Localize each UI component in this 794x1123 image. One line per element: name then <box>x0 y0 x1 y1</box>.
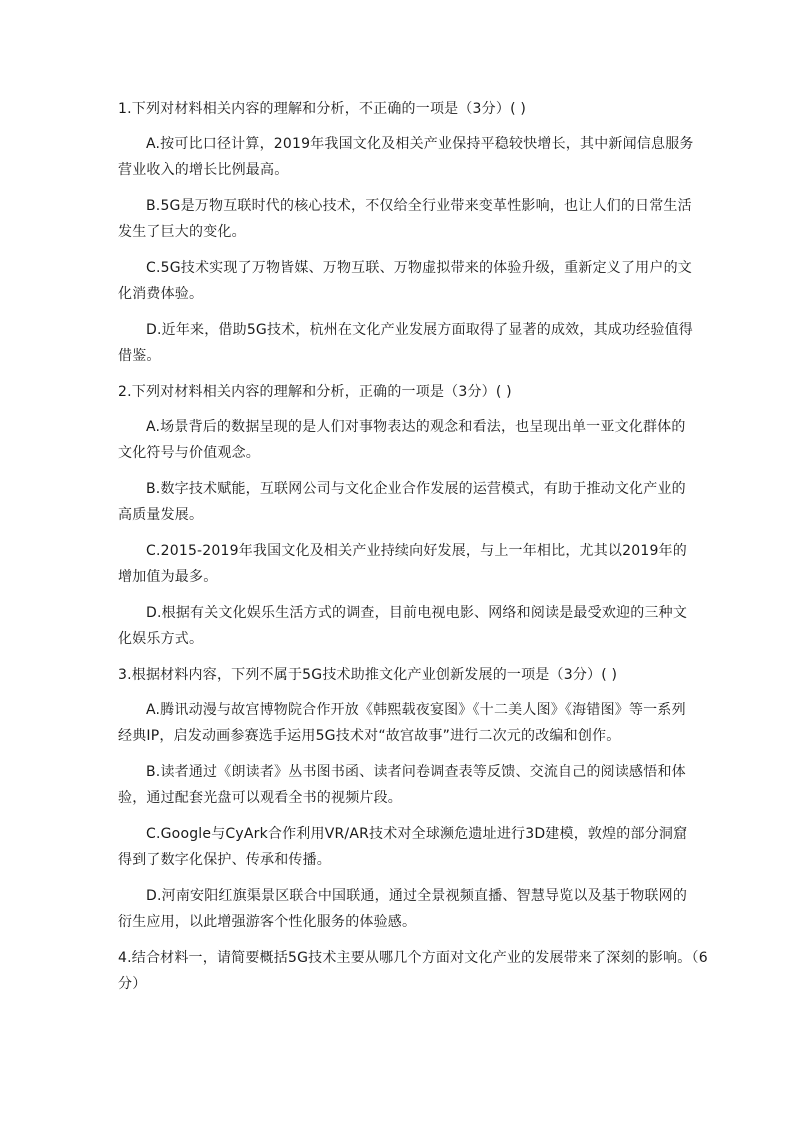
option-d: D.近年来，借助5G技术，杭州在文化产业发展方面取得了显著的成效，其成功经验值得借鉴。 <box>118 322 693 364</box>
option-b: B.读者通过《朗读者》丛书图书函、读者问卷调查表等反馈、交流自己的阅读感悟和体验，通过配套光盘可以观看全书的视频片段。 <box>118 764 686 806</box>
question-stem: 4.结合材料一，请简要概括5G技术主要从哪几个方面对文化产业的发展带来了深刻的影响。（6分） <box>118 950 708 992</box>
question-stem: 1.下列对材料相关内容的理解和分析，不正确的一项是（3分）( ) <box>118 101 527 117</box>
question-4 <box>118 945 708 997</box>
option-d: D.根据有关文化娱乐生活方式的调查，目前电视电影、网络和阅读是最受欢迎的三种文化娱乐方式。 <box>118 605 688 647</box>
option-b: B.数字技术赋能，互联网公司与文化企业合作发展的运营模式，有助于推动文化产业的高质量发展。 <box>118 481 686 523</box>
option-a: A.按可比口径计算，2019年我国文化及相关产业保持平稳较快增长，其中新闻信息服务营业收入的增长比例最高。 <box>118 136 694 178</box>
option-c: C.5G技术实现了万物皆媒、万物互联、万物虚拟带来的体验升级，重新定义了用户的文化消费体验。 <box>118 260 692 302</box>
option-c: C.Google与CyArk合作利用VR/AR技术对全球濒危遗址进行3D建模，敦煌的部分洞窟得到了数字化保护、传承和传播。 <box>118 826 688 868</box>
option-d: D.河南安阳红旗渠景区联合中国联通，通过全景视频直播、智慧导览以及基于物联网的衍生应用，以此增强游客个性化服务的体验感。 <box>118 888 688 930</box>
question-2 <box>118 379 698 652</box>
question-3 <box>118 662 698 935</box>
option-a: A.场景背后的数据呈现的是人们对事物表达的观念和看法，也呈现出单一亚文化群体的文化符号与价值观念。 <box>118 419 686 461</box>
option-c: C.2015-2019年我国文化及相关产业持续向好发展，与上一年相比，尤其以2019年的增加值为最多。 <box>118 543 687 585</box>
question-list <box>118 96 708 1006</box>
question-stem: 3.根据材料内容，下列不属于5G技术助推文化产业创新发展的一项是（3分）( ) <box>118 667 618 683</box>
option-a: A.腾讯动漫与故宫博物院合作开放《韩熙载夜宴图》《十二美人图》《海错图》等一系列经典IP，启发动画参赛选手运用5G技术对“故宫故事”进行二次元的改编和创作。 <box>118 702 686 744</box>
question-1 <box>118 96 698 369</box>
question-stem: 2.下列对材料相关内容的理解和分析，正确的一项是（3分）( ) <box>118 384 512 400</box>
option-b: B.5G是万物互联时代的核心技术，不仅给全行业带来变革性影响，也让人们的日常生活发生了巨大的变化。 <box>118 198 692 240</box>
